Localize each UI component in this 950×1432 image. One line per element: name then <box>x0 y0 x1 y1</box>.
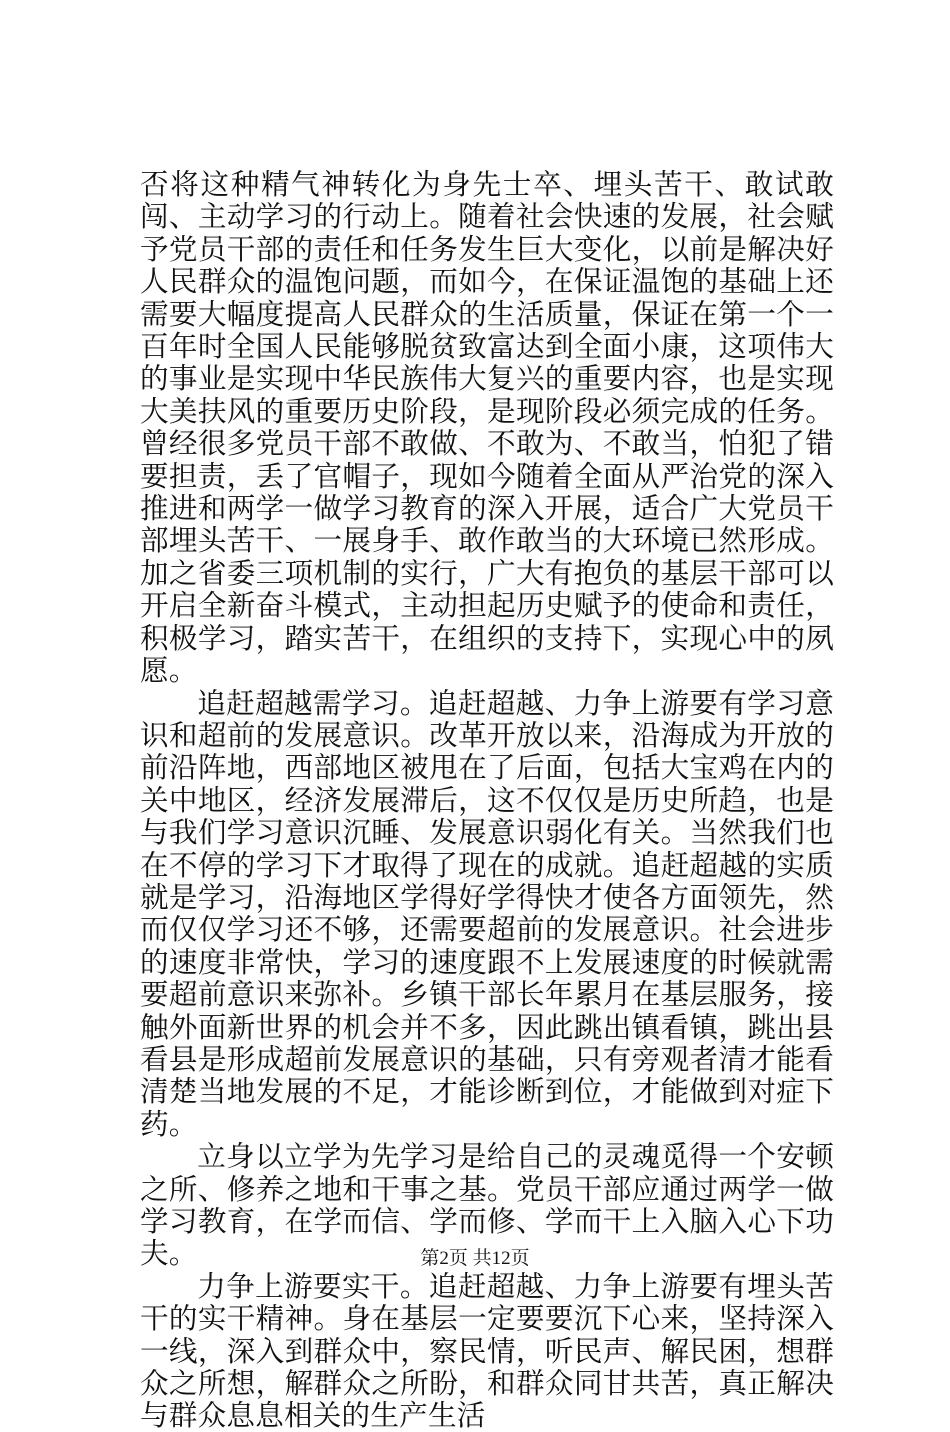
paragraph-4: 力争上游要实干。追赶超越、力争上游要有埋头苦干的实干精神。身在基层一定要要沉下心来，坚持深入一线，深入到群众中，察民情，听民声、解民困，想群众之所想，解群众之所盼，和群众同甘共苦，真正解决与群众息息相关的生产生活 <box>140 1268 834 1432</box>
paragraph-1: 否将这种精气神转化为身先士卒、埋头苦干、敢试敢闯、主动学习的行动上。随着社会快速的发展，社会赋予党员干部的责任和任务发生巨大变化，以前是解决好人民群众的温饱问题，而如今，在保证温饱的基础上还需要大幅度提高人民群众的生活质量，保证在第一个一百年时全国人民能够脱贫致富达到全面小康，这项伟大的事业是实现中华民族伟大复兴的重要内容，也是实现大美扶风的重要历史阶段，是现阶段必须完成的任务。曾经很多党员干部不敢做、不敢为、不敢当，怕犯了错要担责，丢了官帽子，现如今随着全面从严治党的深入推进和两学一做学习教育的深入开展，适合广大党员干部埋头苦干、一展身手、敢作敢当的大环境已然形成。加之省委三项机制的实行，广大有抱负的基层干部可以开启全新奋斗模式，主动担起历史赋予的使命和责任，积极学习，踏实苦干，在组织的支持下，实现心中的夙愿。 <box>140 167 834 688</box>
page-number-footer: 第2页 共12页 <box>420 1248 530 1269</box>
paragraph-3: 立身以立学为先学习是给自己的灵魂觅得一个安顿之所、修养之地和干事之基。党员干部应通过两学一做学习教育，在学而信、学而修、学而干上入脑入心下功夫。 <box>140 1139 834 1271</box>
paragraph-2: 追赶超越需学习。追赶超越、力争上游要有学习意识和超前的发展意识。改革开放以来，沿海成为开放的前沿阵地，西部地区被甩在了后面，包括大宝鸡在内的关中地区，经济发展滞后，这不仅仅是历史所趋，也是与我们学习意识沉睡、发展意识弱化有关。当然我们也在不停的学习下才取得了现在的成就。追赶超越的实质就是学习，沿海地区学得好学得快才使各方面领先，然而仅仅学习还不够，还需要超前的发展意识。社会进步的速度非常快，学习的速度跟不上发展速度的时候就需要超前意识来弥补。乡镇干部长年累月在基层服务，接触外面新世界的机会并不多，因此跳出镇看镇，跳出县看县是形成超前发展意识的基础，只有旁观者清才能看清楚当地发展的不足，才能诊断到位，才能做到对症下药。 <box>140 685 834 1141</box>
